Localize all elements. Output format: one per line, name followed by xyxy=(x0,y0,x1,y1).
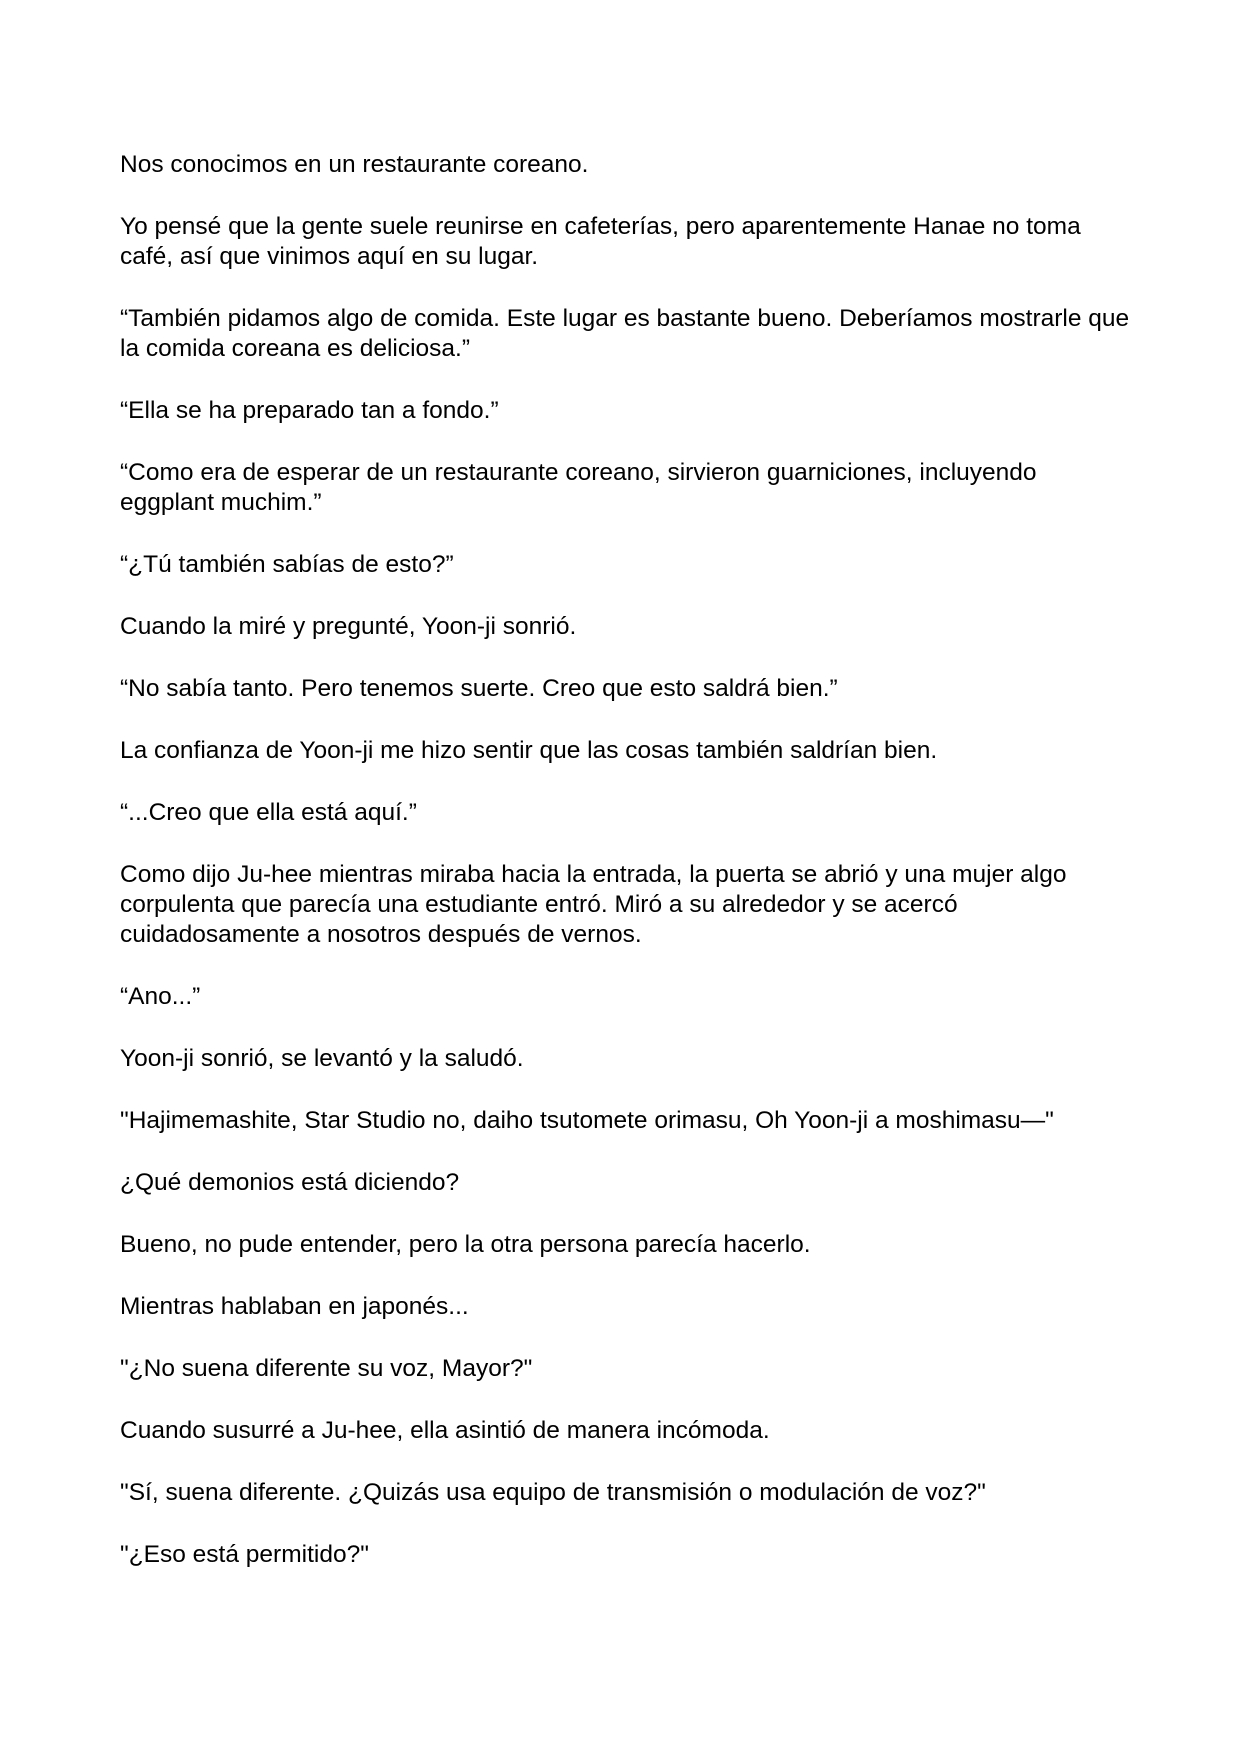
paragraph: “Ella se ha preparado tan a fondo.” xyxy=(120,397,499,424)
paragraph: Mientras hablaban en japonés... xyxy=(120,1293,469,1320)
paragraph: “Como era de esperar de un restaurante coreano, sirvieron guarniciones, incluyendo eggplant muchim.” xyxy=(120,459,1037,516)
paragraph: “¿Tú también sabías de esto?” xyxy=(120,551,454,578)
paragraph: "¿Eso está permitido?" xyxy=(120,1541,369,1568)
paragraph: Nos conocimos en un restaurante coreano. xyxy=(120,151,589,178)
paragraph: Yoon-ji sonrió, se levantó y la saludó. xyxy=(120,1045,524,1072)
paragraph: "Sí, suena diferente. ¿Quizás usa equipo de transmisión o modulación de voz?" xyxy=(120,1479,986,1506)
paragraph: "Hajimemashite, Star Studio no, daiho tsutomete orimasu, Oh Yoon-ji a moshimasu—" xyxy=(120,1107,1054,1134)
document-body xyxy=(120,150,1130,1602)
paragraph: Como dijo Ju-hee mientras miraba hacia la entrada, la puerta se abrió y una mujer algo corpulenta que parecía una estudiante entró. Miró a su alrededor y se acercó cuidadosamente a nosotros después de vernos. xyxy=(120,861,1067,948)
paragraph: “También pidamos algo de comida. Este lugar es bastante bueno. Deberíamos mostrarle que la comida coreana es deliciosa.” xyxy=(120,305,1130,362)
paragraph: “...Creo que ella está aquí.” xyxy=(120,799,417,826)
paragraph: Cuando la miré y pregunté, Yoon-ji sonrió. xyxy=(120,613,577,640)
paragraph: Bueno, no pude entender, pero la otra persona parecía hacerlo. xyxy=(120,1231,811,1258)
paragraph: “Ano...” xyxy=(120,983,201,1010)
paragraph: ¿Qué demonios está diciendo? xyxy=(120,1169,460,1196)
paragraph: Cuando susurré a Ju-hee, ella asintió de manera incómoda. xyxy=(120,1417,770,1444)
paragraph: La confianza de Yoon-ji me hizo sentir que las cosas también saldrían bien. xyxy=(120,737,938,764)
paragraph: "¿No suena diferente su voz, Mayor?" xyxy=(120,1355,533,1382)
paragraph: Yo pensé que la gente suele reunirse en cafeterías, pero aparentemente Hanae no toma café, así que vinimos aquí en su lugar. xyxy=(120,213,1081,270)
paragraph: “No sabía tanto. Pero tenemos suerte. Creo que esto saldrá bien.” xyxy=(120,675,838,702)
